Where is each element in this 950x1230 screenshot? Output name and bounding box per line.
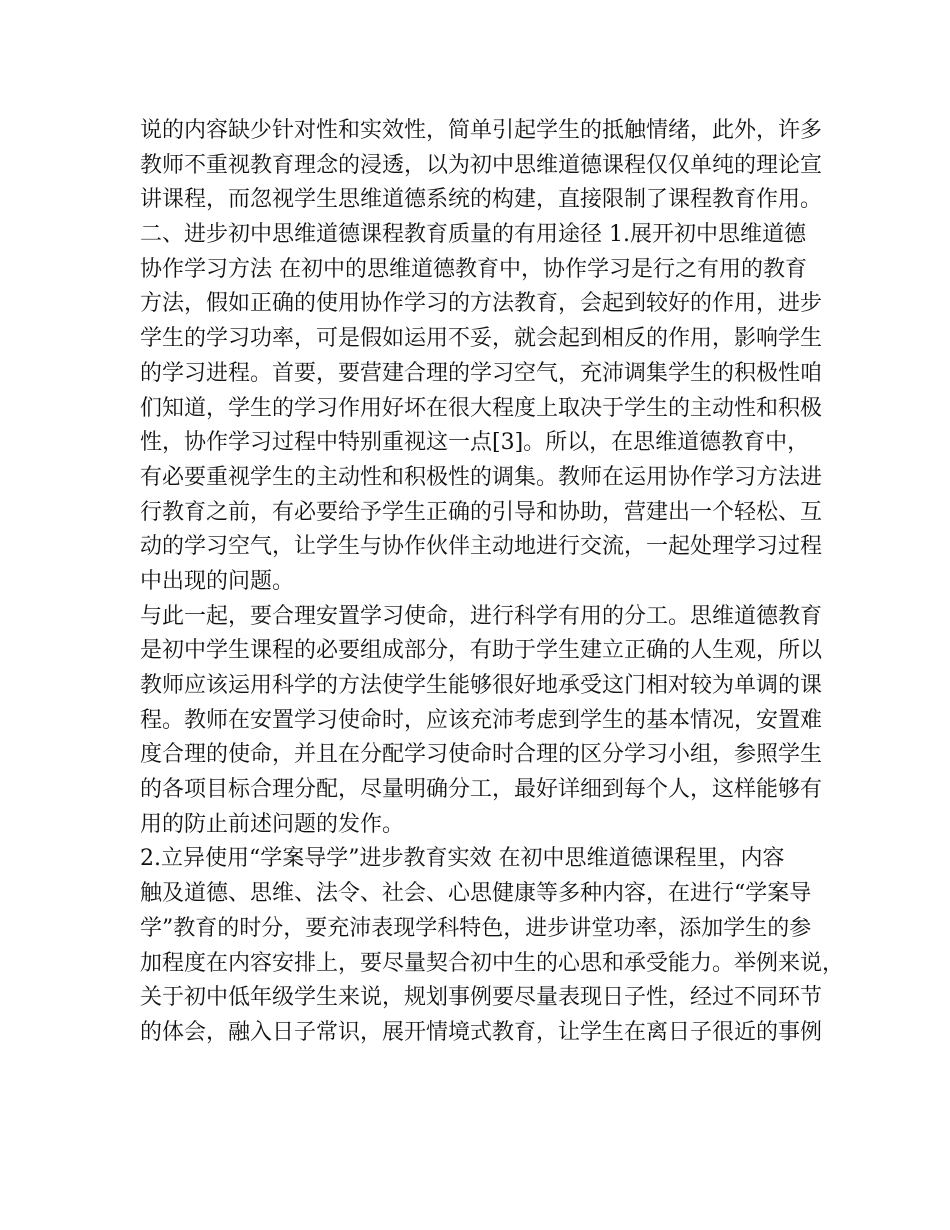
text-line: 学生的学习功率，可是假如运用不妥，就会起到相反的作用，影响学生 xyxy=(140,326,823,352)
text-line: 动的学习空气，让学生与协作伙伴主动地进行交流，一起处理学习过程 xyxy=(140,534,823,560)
text-line: 方法，假如正确的使用协作学习的方法教育，会起到较好的作用，进步 xyxy=(140,291,823,317)
text-line: 们知道，学生的学习作用好坏在很大程度上取决于学生的主动性和积极 xyxy=(140,395,823,421)
text-line: 有必要重视学生的主动性和积极性的调集。教师在运用协作学习方法进 xyxy=(140,464,823,490)
text-line: 二、进步初中思维道德课程教育质量的有用途径 1.展开初中思维道德 xyxy=(140,222,806,248)
text-line: 的学习进程。首要，要营建合理的学习空气，充沛调集学生的积极性咱 xyxy=(140,360,823,386)
text-line: 关于初中低年级学生来说，规划事例要尽量表现日子性，经过不同环节 xyxy=(140,985,823,1011)
text-line: 说的内容缺少针对性和实效性，简单引起学生的抵触情绪，此外，许多 xyxy=(140,118,823,143)
text-line: 讲课程，而忽视学生思维道德系统的构建，直接限制了课程教育作用。 xyxy=(140,187,823,213)
text-line: 加程度在内容安排上，要尽量契合初中生的心思和承受能力。举例来说， xyxy=(140,950,845,976)
text-line: 中出现的问题。 xyxy=(140,568,295,594)
text-line: 教师不重视教育理念的浸透，以为初中思维道德课程仅仅单纯的理论宣 xyxy=(140,152,823,178)
body-text xyxy=(140,114,845,1051)
text-line: 学”教育的时分，要充沛表现学科特色，进步讲堂功率，添加学生的参 xyxy=(140,915,812,941)
text-line: 度合理的使命，并且在分配学习使命时合理的区分学习小组，参照学生 xyxy=(140,742,823,768)
text-line: 的各项目标合理分配，尽量明确分工，最好详细到每个人，这样能够有 xyxy=(140,777,823,803)
text-line: 2.立异使用“学案导学”进步教育实效 在初中思维道德课程里，内容 xyxy=(140,846,785,872)
text-line: 与此一起，要合理安置学习使命，进行科学有用的分工。思维道德教育 xyxy=(140,603,823,629)
text-line: 教师应该运用科学的方法使学生能够很好地承受这门相对较为单调的课 xyxy=(140,673,823,698)
text-line: 行教育之前，有必要给予学生正确的引导和协助，营建出一个轻松、互 xyxy=(140,499,823,525)
text-line: 程。教师在安置学习使命时，应该充沛考虑到学生的基本情况，安置难 xyxy=(140,707,823,733)
text-line: 性，协作学习过程中特别重视这一点[3]。所以，在思维道德教育中， xyxy=(140,430,810,456)
text-line: 协作学习方法 在初中的思维道德教育中，协作学习是行之有用的教育 xyxy=(140,256,807,282)
text-line: 是初中学生课程的必要组成部分，有助于学生建立正确的人生观，所以 xyxy=(140,638,823,664)
text-line: 的体会，融入日子常识，展开情境式教育，让学生在离日子很近的事例 xyxy=(140,1019,823,1045)
text-line: 用的防止前述问题的发作。 xyxy=(140,811,405,837)
text-line: 触及道德、思维、法令、社会、心思健康等多种内容，在进行“学案导 xyxy=(140,881,812,907)
